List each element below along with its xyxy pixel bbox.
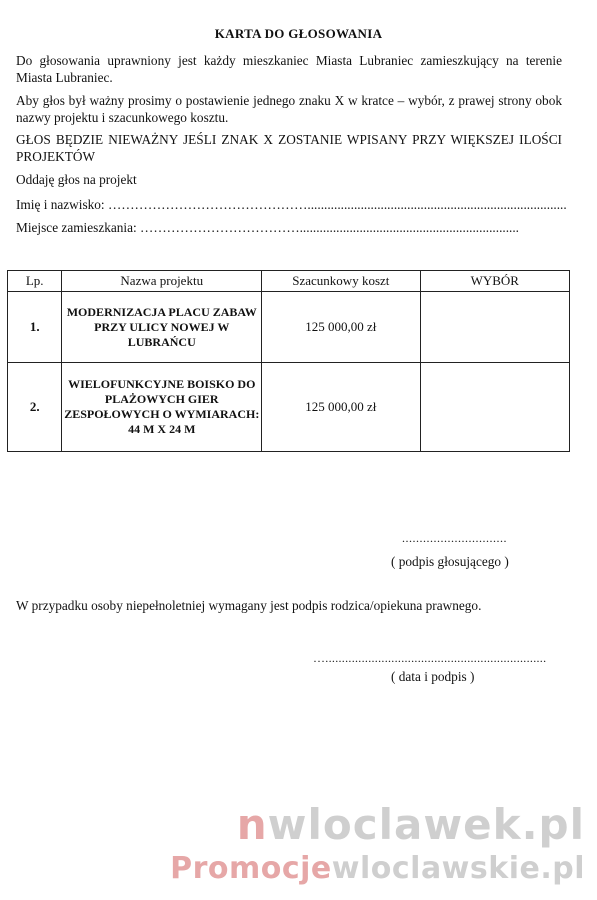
project-name: WIELOFUNKCYJNE BOISKO DO PLAŻOWYCH GIER ZESPOŁOWYCH O WYMIARACH: 44 M X 24 M: [62, 363, 262, 452]
watermark-text: wloclawskie.pl: [331, 851, 585, 886]
date-signature-label: ( data i podpis ): [391, 669, 475, 684]
date-signature-line[interactable]: …...................................................................: [313, 651, 547, 665]
header-choice: WYBÓR: [420, 271, 569, 292]
row-number: 2.: [8, 363, 62, 452]
watermark-logo-primary: [237, 800, 585, 849]
header-project-name: Nazwa projektu: [62, 271, 262, 292]
eligibility-paragraph: Do głosowania uprawniony jest każdy mieszkaniec Miasta Lubraniec zamieszkujący na terenie Miasta Lubraniec.: [16, 53, 562, 85]
choice-box[interactable]: [420, 363, 569, 452]
project-cost: 125 000,00 zł: [262, 292, 421, 363]
watermark-text: wloclawek.pl: [267, 800, 585, 849]
table-row: [8, 363, 570, 452]
residence-field[interactable]: Miejsce zamieszkania: ………………………………..................................................................: [16, 220, 520, 235]
choice-box[interactable]: [420, 292, 569, 363]
vote-line: Oddaję głos na projekt: [16, 172, 137, 187]
voter-signature-label: ( podpis głosującego ): [391, 554, 509, 569]
table-row: [8, 292, 570, 363]
name-field[interactable]: Imię i nazwisko: ………………………………………..............................................................................: [16, 197, 567, 212]
row-number: 1.: [8, 292, 62, 363]
watermark-accent-text: Promocje: [170, 851, 332, 886]
instruction-paragraph: Aby głos był ważny prosimy o postawienie jednego znaku X w kratce – wybór, z prawej strony obok nazwy projektu i szacunkowego kosztu.: [16, 93, 562, 125]
watermark-accent-text: n: [236, 800, 268, 849]
document-title: KARTA DO GŁOSOWANIA: [214, 26, 383, 41]
watermark-logo-secondary: [170, 851, 585, 886]
header-lp: Lp.: [8, 271, 62, 292]
projects-table: [7, 270, 570, 452]
warning-paragraph: GŁOS BĘDZIE NIEWAŻNY JEŚLI ZNAK X ZOSTANIE WPISANY PRZY WIĘKSZEJ ILOŚCI PROJEKTÓW: [16, 132, 562, 164]
header-estimated-cost: Szacunkowy koszt: [262, 271, 421, 292]
minor-note: W przypadku osoby niepełnoletniej wymagany jest podpis rodzica/opiekuna prawnego.: [16, 598, 482, 613]
table-header-row: [8, 271, 570, 292]
voter-signature-line[interactable]: ..............................: [402, 531, 507, 545]
project-cost: 125 000,00 zł: [262, 363, 421, 452]
project-name: MODERNIZACJA PLACU ZABAW PRZY ULICY NOWEJ W LUBRAŃCU: [62, 292, 262, 363]
